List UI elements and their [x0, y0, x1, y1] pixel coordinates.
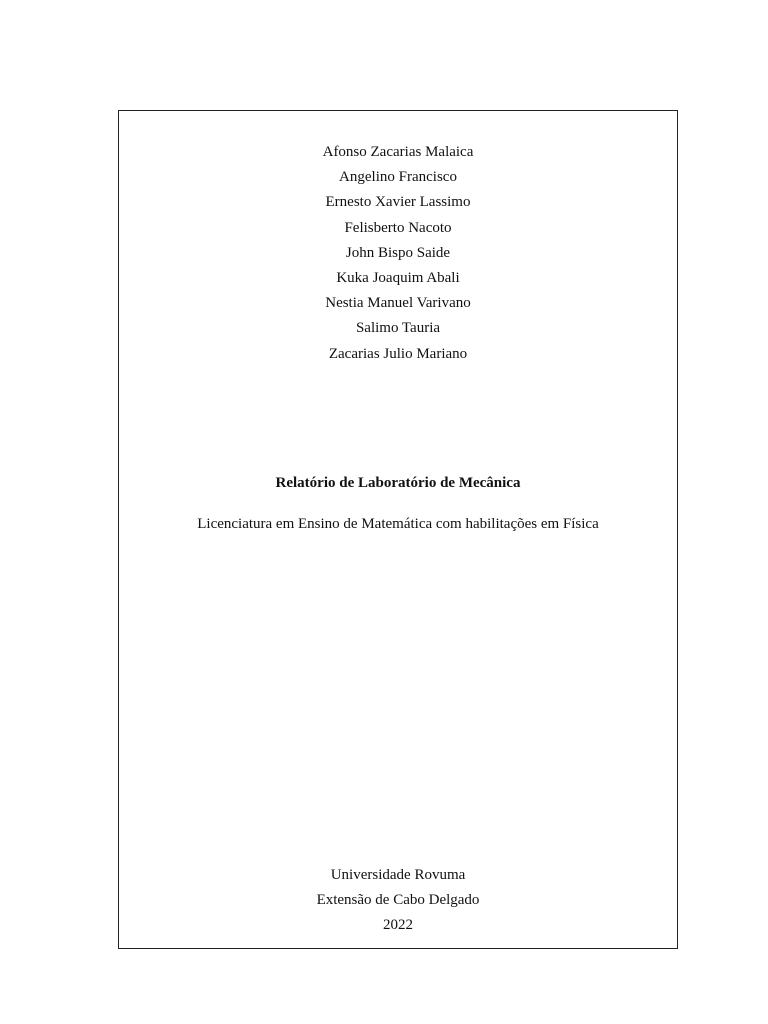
- author-name: John Bispo Saide: [345, 244, 451, 261]
- author-name: Afonso Zacarias Malaica: [322, 144, 474, 160]
- institution-block: [119, 863, 677, 938]
- author-name: Zacarias Julio Mariano: [328, 345, 468, 362]
- author-list: [119, 140, 677, 367]
- year: 2022: [383, 917, 413, 933]
- author-name: Kuka Joaquim Abali: [336, 269, 460, 286]
- report-title: Relatório de Laboratório de Mecânica: [275, 475, 521, 491]
- author-name: Salimo Tauria: [355, 320, 441, 337]
- campus-name: Extensão de Cabo Delgado: [316, 892, 480, 908]
- author-name: Ernesto Xavier Lassimo: [325, 194, 471, 211]
- university-name: Universidade Rovuma: [330, 867, 466, 883]
- author-name: Angelino Francisco: [339, 169, 457, 186]
- author-name: Felisberto Nacoto: [344, 219, 452, 236]
- cover-page: [118, 110, 678, 949]
- course-name: Licenciatura em Ensino de Matemática com habilitações em Física: [197, 516, 599, 532]
- author-name: Nestia Manuel Varivano: [325, 295, 471, 312]
